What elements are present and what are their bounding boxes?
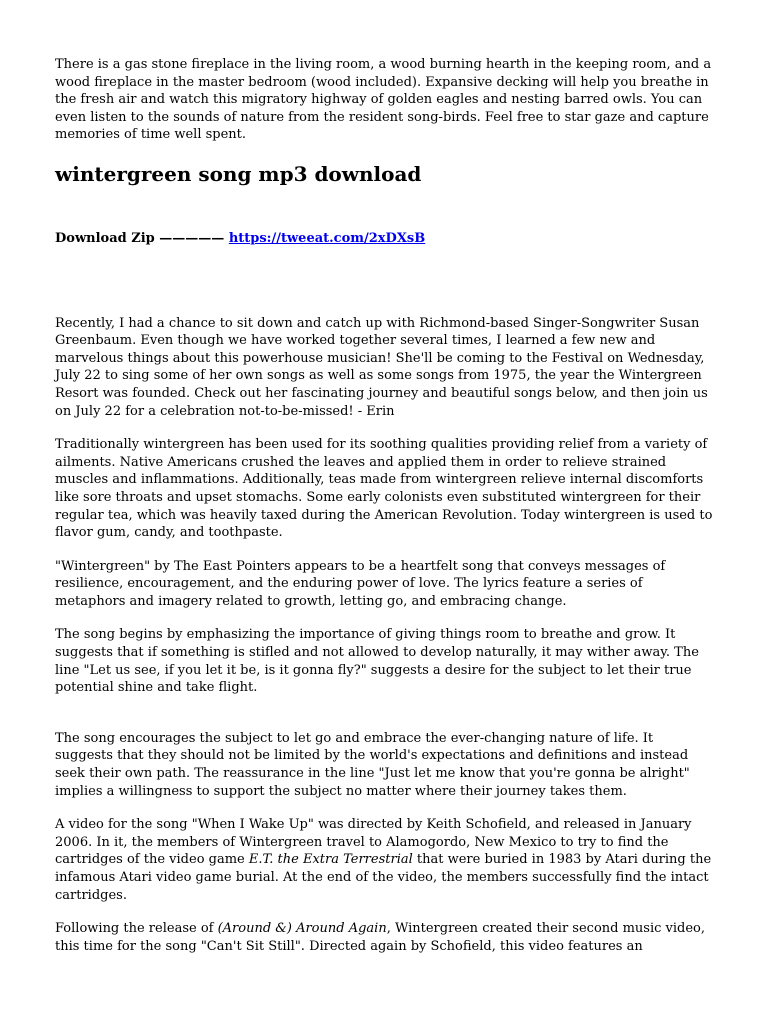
- video-text-part1: A video for the song "When I Wake Up" was directed by Keith Schofield, and released in January 2006. In it, the members of Wintergreen travel to Alamogordo, New Mexico to try to find the cartridges of the video game: [55, 817, 692, 868]
- intro-paragraph: There is a gas stone fireplace in the living room, a wood burning hearth in the keeping room, and a wood fireplace in the master bedroom (wood included). Expansive decking will help you breathe in the fresh air and watch this migratory highway of golden eagles and nesting barred owls. You can even listen to the sounds of nature from the resident song-birds. Feel free to star gaze and capture memories of time well spent.: [55, 57, 712, 143]
- download-link[interactable]: https://tweeat.com/2xDXsB: [228, 230, 426, 246]
- paragraph-video: [55, 816, 715, 904]
- download-label: Download Zip —————: [55, 230, 225, 246]
- paragraph-song-begins: The song begins by emphasizing the importance of giving things room to breathe and grow. It suggests that if something is stifled and not allowed to develop naturally, it may wither away. The line "Let us see, if you let it be, is it gonna fly?" suggests a desire for the subject to let their true potential shine and take flight.: [55, 627, 699, 696]
- paragraph-traditional-use: Traditionally wintergreen has been used for its soothing qualities providing relief from a variety of ailments. Native Americans crushed the leaves and applied them in order to relieve strained muscles and inflammations. Additionally, teas made from wintergreen relieve internal discomforts like sore throats and upset stomachs. Some early colonists even substituted wintergreen for their regular tea, which was heavily taxed during the American Revolution. Today wintergreen is used to flavor gum, candy, and toothpaste.: [55, 437, 713, 541]
- album-title: (Around &) Around Again: [217, 921, 387, 937]
- download-line: [55, 230, 715, 248]
- paragraph-east-pointers: "Wintergreen" by The East Pointers appears to be a heartfelt song that conveys messages of resilience, encouragement, and the enduring power of love. The lyrics feature a series of metaphors and imagery related to growth, letting go, and embracing change.: [55, 558, 666, 609]
- paragraph-second-video: [55, 920, 715, 955]
- second-video-part2: , Wintergreen created their second music video, this time for the song "Can't Sit Still". Directed again by Schofield, this video features an: [55, 921, 706, 954]
- video-game-title: E.T. the Extra Terrestrial: [248, 852, 413, 868]
- page-title: wintergreen song mp3 download: [55, 161, 422, 186]
- second-video-part1: Following the release of: [55, 921, 218, 937]
- document-page: [55, 56, 715, 955]
- video-text-part2: that were buried in 1983 by Atari during the infamous Atari video game burial. At the end of the video, the members successfully find the intact cartridges.: [55, 852, 712, 903]
- paragraph-let-go: The song encourages the subject to let go and embrace the ever-changing nature of life. It suggests that they should not be limited by the world's expectations and definitions and instead seek their own path. The reassurance in the line "Just let me know that you're gonna be alright" implies a willingness to support the subject no matter where their journey takes them.: [55, 730, 690, 799]
- paragraph-greenbaum: Recently, I had a chance to sit down and catch up with Richmond-based Singer-Songwriter Susan Greenbaum. Even though we have worked together several times, I learned a few new and marvelous things about this powerhouse musician! She'll be coming to the Festival on Wednesday, July 22 to sing some of her own songs as well as some songs from 1975, the year the Wintergreen Resort was founded. Check out her fascinating journey and beautiful songs below, and then join us on July 22 for a celebration not-to-be-missed! - Erin: [55, 315, 708, 419]
